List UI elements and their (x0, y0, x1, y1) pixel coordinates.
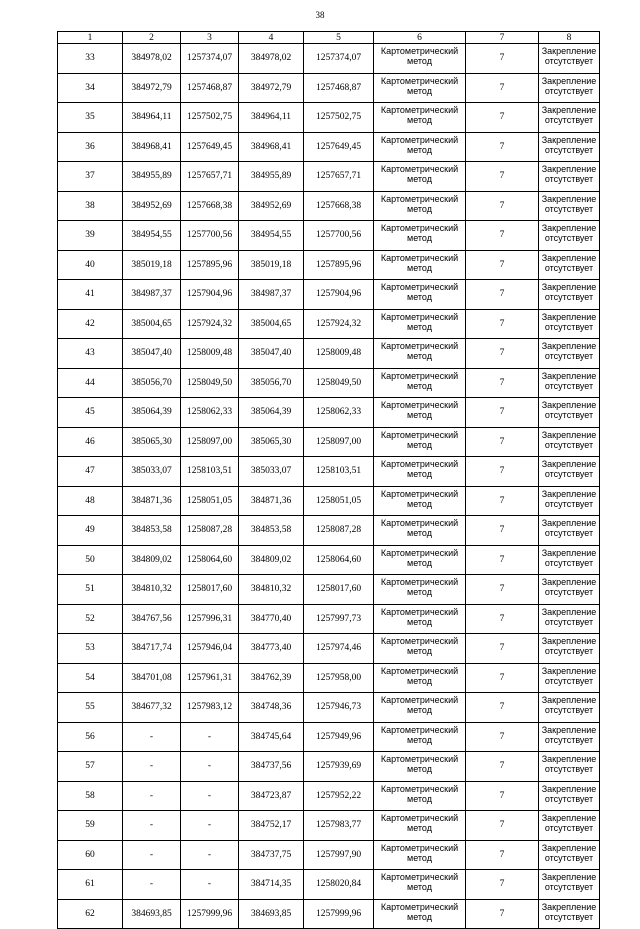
old-y-cell: 1257668,38 (181, 191, 239, 221)
method-cell: Картометрический метод (374, 516, 466, 546)
point-number-cell: 33 (58, 44, 123, 74)
new-y-cell: 1258017,60 (304, 575, 374, 605)
table-row (58, 44, 600, 74)
point-number-cell: 50 (58, 545, 123, 575)
old-x-cell: 385065,30 (123, 427, 181, 457)
accuracy-cell: 7 (466, 280, 539, 310)
point-number-cell: 45 (58, 398, 123, 428)
table-row (58, 634, 600, 664)
table-row (58, 339, 600, 369)
method-cell: Картометрический метод (374, 486, 466, 516)
accuracy-cell: 7 (466, 811, 539, 841)
old-x-cell: - (123, 722, 181, 752)
fixing-cell: Закрепление отсутствует (539, 250, 600, 280)
old-x-cell: 384871,36 (123, 486, 181, 516)
table-row (58, 309, 600, 339)
point-number-cell: 39 (58, 221, 123, 251)
header-cell: 6 (374, 32, 466, 44)
method-cell: Картометрический метод (374, 309, 466, 339)
fixing-cell: Закрепление отсутствует (539, 634, 600, 664)
old-y-cell: 1257895,96 (181, 250, 239, 280)
table-row (58, 693, 600, 723)
new-x-cell: 385064,39 (239, 398, 304, 428)
point-number-cell: 56 (58, 722, 123, 752)
old-x-cell: - (123, 811, 181, 841)
new-y-cell: 1257924,32 (304, 309, 374, 339)
point-number-cell: 41 (58, 280, 123, 310)
new-y-cell: 1258097,00 (304, 427, 374, 457)
fixing-cell: Закрепление отсутствует (539, 693, 600, 723)
fixing-cell: Закрепление отсутствует (539, 604, 600, 634)
fixing-cell: Закрепление отсутствует (539, 162, 600, 192)
header-cell: 3 (181, 32, 239, 44)
new-y-cell: 1257946,73 (304, 693, 374, 723)
table-row (58, 663, 600, 693)
table-row (58, 899, 600, 929)
method-cell: Картометрический метод (374, 427, 466, 457)
fixing-cell: Закрепление отсутствует (539, 103, 600, 133)
accuracy-cell: 7 (466, 457, 539, 487)
new-y-cell: 1257997,90 (304, 840, 374, 870)
new-x-cell: 384693,85 (239, 899, 304, 929)
new-y-cell: 1257700,56 (304, 221, 374, 251)
table-row (58, 280, 600, 310)
table-row (58, 781, 600, 811)
old-y-cell: 1258051,05 (181, 486, 239, 516)
fixing-cell: Закрепление отсутствует (539, 309, 600, 339)
point-number-cell: 35 (58, 103, 123, 133)
new-x-cell: 384978,02 (239, 44, 304, 74)
new-y-cell: 1258062,33 (304, 398, 374, 428)
method-cell: Картометрический метод (374, 132, 466, 162)
new-y-cell: 1257468,87 (304, 73, 374, 103)
fixing-cell: Закрепление отсутствует (539, 870, 600, 900)
coordinates-table (57, 31, 600, 929)
old-x-cell: 384952,69 (123, 191, 181, 221)
old-y-cell: - (181, 752, 239, 782)
method-cell: Картометрический метод (374, 221, 466, 251)
table-row (58, 221, 600, 251)
new-y-cell: 1258051,05 (304, 486, 374, 516)
new-x-cell: 384968,41 (239, 132, 304, 162)
method-cell: Картометрический метод (374, 663, 466, 693)
old-x-cell: - (123, 781, 181, 811)
accuracy-cell: 7 (466, 339, 539, 369)
method-cell: Картометрический метод (374, 545, 466, 575)
new-x-cell: 385004,65 (239, 309, 304, 339)
method-cell: Картометрический метод (374, 899, 466, 929)
new-y-cell: 1258049,50 (304, 368, 374, 398)
old-x-cell: 384853,58 (123, 516, 181, 546)
fixing-cell: Закрепление отсутствует (539, 221, 600, 251)
table-row (58, 516, 600, 546)
old-y-cell: 1258017,60 (181, 575, 239, 605)
point-number-cell: 43 (58, 339, 123, 369)
table-row (58, 722, 600, 752)
old-x-cell: - (123, 840, 181, 870)
accuracy-cell: 7 (466, 840, 539, 870)
new-y-cell: 1257374,07 (304, 44, 374, 74)
fixing-cell: Закрепление отсутствует (539, 663, 600, 693)
accuracy-cell: 7 (466, 73, 539, 103)
accuracy-cell: 7 (466, 221, 539, 251)
old-y-cell: 1257468,87 (181, 73, 239, 103)
fixing-cell: Закрепление отсутствует (539, 368, 600, 398)
old-x-cell: 384810,32 (123, 575, 181, 605)
old-x-cell: 384701,08 (123, 663, 181, 693)
new-y-cell: 1258064,60 (304, 545, 374, 575)
fixing-cell: Закрепление отсутствует (539, 840, 600, 870)
accuracy-cell: 7 (466, 486, 539, 516)
new-x-cell: 384954,55 (239, 221, 304, 251)
new-y-cell: 1257983,77 (304, 811, 374, 841)
method-cell: Картометрический метод (374, 870, 466, 900)
page-number: 38 (315, 10, 325, 20)
point-number-cell: 38 (58, 191, 123, 221)
new-y-cell: 1258009,48 (304, 339, 374, 369)
table-row (58, 427, 600, 457)
new-y-cell: 1257997,73 (304, 604, 374, 634)
new-y-cell: 1257895,96 (304, 250, 374, 280)
table-row (58, 604, 600, 634)
new-x-cell: 384770,40 (239, 604, 304, 634)
method-cell: Картометрический метод (374, 162, 466, 192)
old-x-cell: 384677,32 (123, 693, 181, 723)
old-x-cell: 384978,02 (123, 44, 181, 74)
method-cell: Картометрический метод (374, 752, 466, 782)
accuracy-cell: 7 (466, 427, 539, 457)
fixing-cell: Закрепление отсутствует (539, 899, 600, 929)
new-y-cell: 1257502,75 (304, 103, 374, 133)
old-y-cell: 1257924,32 (181, 309, 239, 339)
method-cell: Картометрический метод (374, 339, 466, 369)
point-number-cell: 53 (58, 634, 123, 664)
point-number-cell: 60 (58, 840, 123, 870)
new-y-cell: 1257668,38 (304, 191, 374, 221)
fixing-cell: Закрепление отсутствует (539, 132, 600, 162)
old-x-cell: 384987,37 (123, 280, 181, 310)
new-x-cell: 384955,89 (239, 162, 304, 192)
new-y-cell: 1258020,84 (304, 870, 374, 900)
old-y-cell: 1257983,12 (181, 693, 239, 723)
old-x-cell: 385064,39 (123, 398, 181, 428)
new-x-cell: 384972,79 (239, 73, 304, 103)
old-x-cell: 385047,40 (123, 339, 181, 369)
accuracy-cell: 7 (466, 575, 539, 605)
method-cell: Картометрический метод (374, 604, 466, 634)
new-x-cell: 384810,32 (239, 575, 304, 605)
new-y-cell: 1258087,28 (304, 516, 374, 546)
table-row (58, 162, 600, 192)
new-x-cell: 384773,40 (239, 634, 304, 664)
method-cell: Картометрический метод (374, 73, 466, 103)
point-number-cell: 40 (58, 250, 123, 280)
fixing-cell: Закрепление отсутствует (539, 486, 600, 516)
old-y-cell: 1258062,33 (181, 398, 239, 428)
new-x-cell: 384748,36 (239, 693, 304, 723)
accuracy-cell: 7 (466, 162, 539, 192)
old-y-cell: 1257999,96 (181, 899, 239, 929)
old-x-cell: 384809,02 (123, 545, 181, 575)
fixing-cell: Закрепление отсутствует (539, 811, 600, 841)
old-y-cell: 1258087,28 (181, 516, 239, 546)
old-y-cell: 1257961,31 (181, 663, 239, 693)
table-row (58, 486, 600, 516)
point-number-cell: 58 (58, 781, 123, 811)
method-cell: Картометрический метод (374, 191, 466, 221)
method-cell: Картометрический метод (374, 840, 466, 870)
table-row (58, 73, 600, 103)
method-cell: Картометрический метод (374, 693, 466, 723)
new-x-cell: 384809,02 (239, 545, 304, 575)
point-number-cell: 36 (58, 132, 123, 162)
old-x-cell: - (123, 752, 181, 782)
old-y-cell: 1258097,00 (181, 427, 239, 457)
old-x-cell: 385033,07 (123, 457, 181, 487)
method-cell: Картометрический метод (374, 634, 466, 664)
new-x-cell: 384745,64 (239, 722, 304, 752)
old-y-cell: 1258103,51 (181, 457, 239, 487)
new-x-cell: 385019,18 (239, 250, 304, 280)
table-row (58, 191, 600, 221)
old-y-cell: - (181, 781, 239, 811)
table-row (58, 811, 600, 841)
point-number-cell: 59 (58, 811, 123, 841)
table-row (58, 752, 600, 782)
method-cell: Картометрический метод (374, 250, 466, 280)
old-x-cell: 384767,56 (123, 604, 181, 634)
fixing-cell: Закрепление отсутствует (539, 191, 600, 221)
fixing-cell: Закрепление отсутствует (539, 44, 600, 74)
new-y-cell: 1258103,51 (304, 457, 374, 487)
fixing-cell: Закрепление отсутствует (539, 545, 600, 575)
accuracy-cell: 7 (466, 545, 539, 575)
table-row (58, 368, 600, 398)
fixing-cell: Закрепление отсутствует (539, 398, 600, 428)
fixing-cell: Закрепление отсутствует (539, 781, 600, 811)
accuracy-cell: 7 (466, 752, 539, 782)
new-x-cell: 384714,35 (239, 870, 304, 900)
accuracy-cell: 7 (466, 870, 539, 900)
new-x-cell: 384964,11 (239, 103, 304, 133)
new-y-cell: 1257999,96 (304, 899, 374, 929)
header-cell: 1 (58, 32, 123, 44)
table-row (58, 545, 600, 575)
old-y-cell: - (181, 811, 239, 841)
point-number-cell: 51 (58, 575, 123, 605)
method-cell: Картометрический метод (374, 103, 466, 133)
new-x-cell: 385065,30 (239, 427, 304, 457)
accuracy-cell: 7 (466, 604, 539, 634)
accuracy-cell: 7 (466, 722, 539, 752)
method-cell: Картометрический метод (374, 398, 466, 428)
fixing-cell: Закрепление отсутствует (539, 73, 600, 103)
old-y-cell: 1257996,31 (181, 604, 239, 634)
method-cell: Картометрический метод (374, 44, 466, 74)
accuracy-cell: 7 (466, 398, 539, 428)
new-y-cell: 1257649,45 (304, 132, 374, 162)
old-y-cell: 1257904,96 (181, 280, 239, 310)
old-y-cell: 1258064,60 (181, 545, 239, 575)
new-x-cell: 384737,75 (239, 840, 304, 870)
table-row (58, 840, 600, 870)
old-x-cell: 385004,65 (123, 309, 181, 339)
table-row (58, 103, 600, 133)
new-y-cell: 1257974,46 (304, 634, 374, 664)
new-x-cell: 384737,56 (239, 752, 304, 782)
new-y-cell: 1257939,69 (304, 752, 374, 782)
accuracy-cell: 7 (466, 516, 539, 546)
accuracy-cell: 7 (466, 634, 539, 664)
new-y-cell: 1257958,00 (304, 663, 374, 693)
header-cell: 4 (239, 32, 304, 44)
point-number-cell: 46 (58, 427, 123, 457)
old-x-cell: 385056,70 (123, 368, 181, 398)
new-x-cell: 385033,07 (239, 457, 304, 487)
table-row (58, 250, 600, 280)
new-x-cell: 384952,69 (239, 191, 304, 221)
accuracy-cell: 7 (466, 899, 539, 929)
accuracy-cell: 7 (466, 693, 539, 723)
old-y-cell: 1258009,48 (181, 339, 239, 369)
point-number-cell: 42 (58, 309, 123, 339)
method-cell: Картометрический метод (374, 280, 466, 310)
method-cell: Картометрический метод (374, 811, 466, 841)
old-y-cell: - (181, 722, 239, 752)
header-cell: 7 (466, 32, 539, 44)
old-y-cell: 1258049,50 (181, 368, 239, 398)
new-x-cell: 384752,17 (239, 811, 304, 841)
table-header-row (58, 32, 600, 44)
old-x-cell: 384955,89 (123, 162, 181, 192)
old-x-cell: 384968,41 (123, 132, 181, 162)
old-x-cell: 384972,79 (123, 73, 181, 103)
table-row (58, 398, 600, 428)
accuracy-cell: 7 (466, 103, 539, 133)
new-x-cell: 385047,40 (239, 339, 304, 369)
point-number-cell: 34 (58, 73, 123, 103)
new-x-cell: 384987,37 (239, 280, 304, 310)
table-row (58, 870, 600, 900)
fixing-cell: Закрепление отсутствует (539, 457, 600, 487)
old-x-cell: 384964,11 (123, 103, 181, 133)
point-number-cell: 57 (58, 752, 123, 782)
accuracy-cell: 7 (466, 132, 539, 162)
old-y-cell: 1257700,56 (181, 221, 239, 251)
point-number-cell: 37 (58, 162, 123, 192)
method-cell: Картометрический метод (374, 722, 466, 752)
method-cell: Картометрический метод (374, 368, 466, 398)
point-number-cell: 49 (58, 516, 123, 546)
accuracy-cell: 7 (466, 44, 539, 74)
accuracy-cell: 7 (466, 309, 539, 339)
fixing-cell: Закрепление отсутствует (539, 516, 600, 546)
point-number-cell: 48 (58, 486, 123, 516)
point-number-cell: 55 (58, 693, 123, 723)
table-row (58, 132, 600, 162)
accuracy-cell: 7 (466, 368, 539, 398)
fixing-cell: Закрепление отсутствует (539, 280, 600, 310)
method-cell: Картометрический метод (374, 781, 466, 811)
header-cell: 2 (123, 32, 181, 44)
old-y-cell: 1257946,04 (181, 634, 239, 664)
point-number-cell: 52 (58, 604, 123, 634)
old-x-cell: 385019,18 (123, 250, 181, 280)
new-x-cell: 384762,39 (239, 663, 304, 693)
old-x-cell: 384954,55 (123, 221, 181, 251)
new-x-cell: 384853,58 (239, 516, 304, 546)
fixing-cell: Закрепление отсутствует (539, 752, 600, 782)
new-y-cell: 1257904,96 (304, 280, 374, 310)
fixing-cell: Закрепление отсутствует (539, 339, 600, 369)
point-number-cell: 61 (58, 870, 123, 900)
accuracy-cell: 7 (466, 250, 539, 280)
method-cell: Картометрический метод (374, 575, 466, 605)
fixing-cell: Закрепление отсутствует (539, 575, 600, 605)
table-row (58, 457, 600, 487)
new-y-cell: 1257949,96 (304, 722, 374, 752)
old-y-cell: - (181, 870, 239, 900)
accuracy-cell: 7 (466, 781, 539, 811)
old-y-cell: 1257657,71 (181, 162, 239, 192)
table-row (58, 575, 600, 605)
old-y-cell: - (181, 840, 239, 870)
point-number-cell: 47 (58, 457, 123, 487)
old-y-cell: 1257502,75 (181, 103, 239, 133)
point-number-cell: 44 (58, 368, 123, 398)
old-x-cell: 384693,85 (123, 899, 181, 929)
old-y-cell: 1257374,07 (181, 44, 239, 74)
old-x-cell: - (123, 870, 181, 900)
new-y-cell: 1257657,71 (304, 162, 374, 192)
old-x-cell: 384717,74 (123, 634, 181, 664)
point-number-cell: 54 (58, 663, 123, 693)
accuracy-cell: 7 (466, 191, 539, 221)
new-x-cell: 384871,36 (239, 486, 304, 516)
fixing-cell: Закрепление отсутствует (539, 427, 600, 457)
accuracy-cell: 7 (466, 663, 539, 693)
header-cell: 8 (539, 32, 600, 44)
old-y-cell: 1257649,45 (181, 132, 239, 162)
fixing-cell: Закрепление отсутствует (539, 722, 600, 752)
header-cell: 5 (304, 32, 374, 44)
new-x-cell: 384723,87 (239, 781, 304, 811)
new-y-cell: 1257952,22 (304, 781, 374, 811)
point-number-cell: 62 (58, 899, 123, 929)
method-cell: Картометрический метод (374, 457, 466, 487)
new-x-cell: 385056,70 (239, 368, 304, 398)
